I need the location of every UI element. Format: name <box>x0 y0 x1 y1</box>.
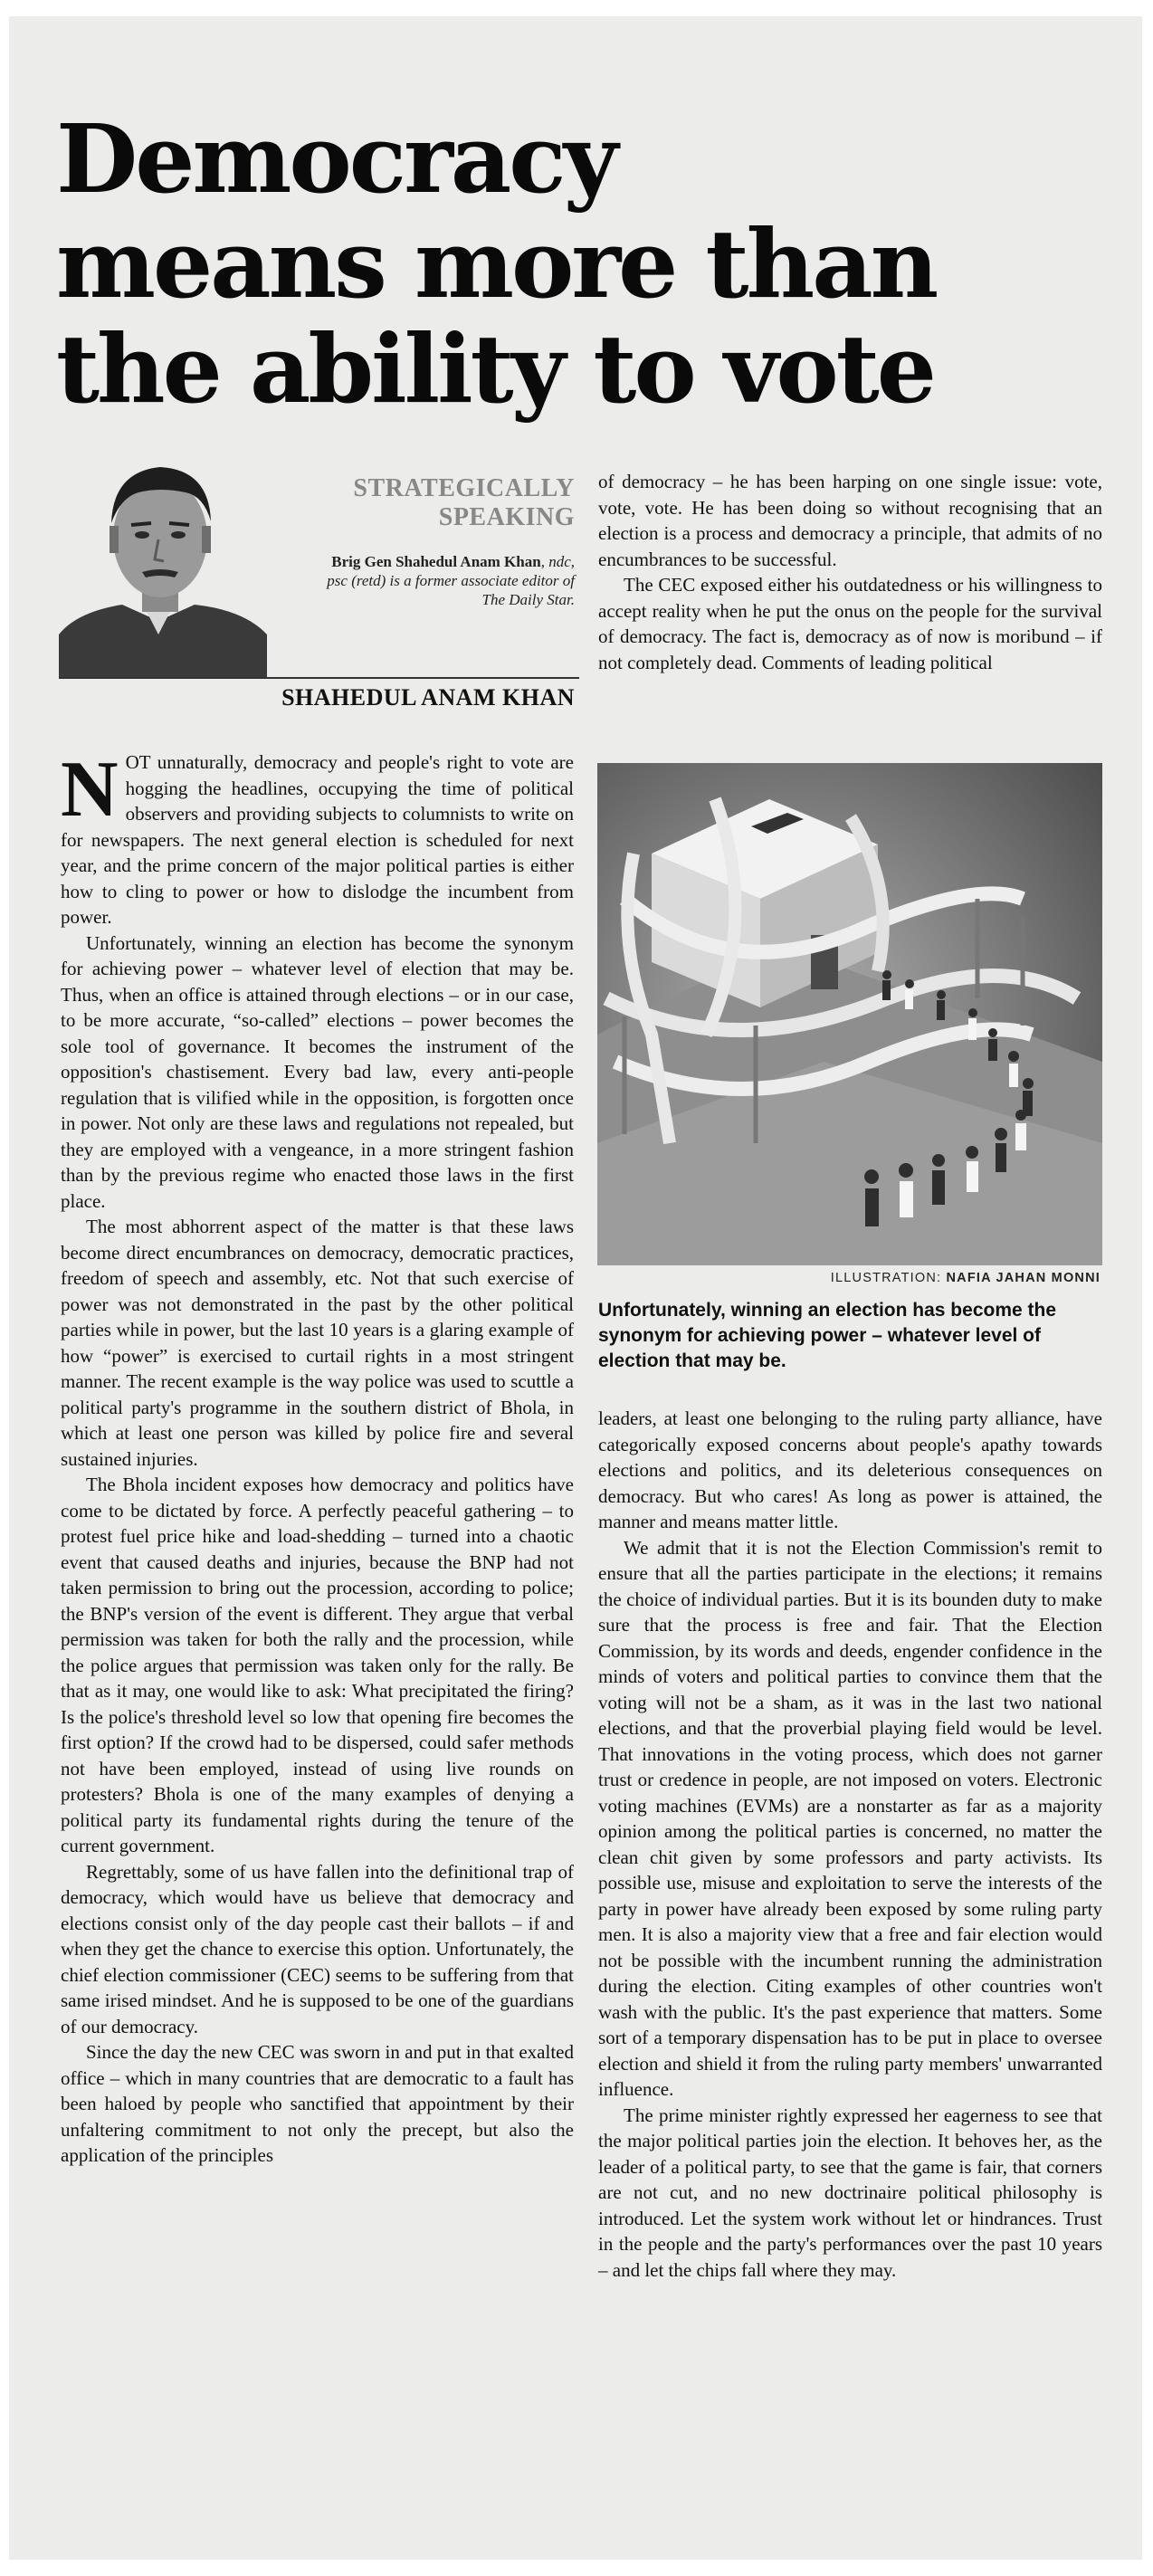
illustration-caption: Unfortunately, winning an election has become the synonym for achieving power – whatever level of election that may be. <box>598 1300 1057 1371</box>
paragraph-8: The CEC exposed either his outdatedness or his willingness to accept reality when he put the onus on the people for the survival of democracy. The fact is, democracy as of now is moribund – if not completely dead. Comments of leading political <box>598 574 1102 673</box>
credit-name: NAFIA JAHAN MONNI <box>946 1271 1101 1285</box>
article-column-left <box>61 746 574 2542</box>
paragraph-6: Since the day the new CEC was sworn in and put in that exalted office – which in many countries that are democratic to a fault has been haloed by people who sanctified that appointment by their unfaltering commitment to not only the precept, but also the application of the principles <box>61 2041 574 2166</box>
illustration-credit <box>597 1271 1101 1285</box>
author-bio-separator: , <box>540 553 549 570</box>
column-name <box>321 474 575 532</box>
paragraph-9: leaders, at least one belonging to the ruling party alliance, have categorically exposed concerns about people's apathy towards elections and politics, and its deleterious consequences on democracy. But who cares! As long as power is attained, the manner and means matter little. <box>598 1407 1102 1532</box>
drop-cap: N <box>61 746 119 834</box>
author-divider <box>59 677 579 679</box>
paragraph-10: We admit that it is not the Election Commission's remit to ensure that all the parties participate in the elections; it remains the choice of individual parties. But it is its bounden duty to make sure that the process is free and fair. That the Election Commission, by its words and deeds, engender confidence in the minds of voters and political parties to convince them that the voting will not be a sham, as it was in the last two national elections, and that the proverbial playing field would be level. That innovations in the voting process, which does not garner trust or credence in people, are not imposed on voters. Electronic voting machines (EVMs) are a nonstarter as far as a majority opinion among the political parties is concerned, no matter the clean chit given by some professors and party activists. Its possible use, misuse and exploitation to serve the interests of the party in power have already been exposed by some ruling party men. It is also a majority view that a free and fair election would not be possible with the incumbent running the administration during the election. Citing examples of other countries won't wash with the public. It's the past experience that matters. Some sort of a temporary dispensation has to be put in place to oversee election and shield it from the ruling party members' unwarranted influence. <box>598 1536 1102 2100</box>
newspaper-page <box>9 16 1142 2560</box>
column-name-line-1: STRATEGICALLY <box>353 474 575 502</box>
paragraph-2: Unfortunately, winning an election has become the synonym for achieving power – whatever level of election that may be. Thus, when an office is attained through elections – or in our case, to be more accurate, “so-called” elections – power becomes the sole tool of governance. It becomes the instrument of the opposition's chastisement. Every bad law, every anti-people regulation that is vilified while in the opposition, is forgotten once in power. Not only are these laws and regulations not repealed, but they are employed with a vengeance, in a more stringent fashion than by the previous regime who enacted those laws in the first place. <box>61 931 574 1212</box>
credit-label: ILLUSTRATION: <box>830 1271 947 1285</box>
author-block <box>59 440 575 730</box>
author-bio-name: Brig Gen Shahedul Anam Khan <box>331 553 541 570</box>
paragraph-11: The prime minister rightly expressed her eagerness to see that the major political parties join the election. It behoves her, as the leader of a political party, to see that the game is fair, that corners are not cut, and no new doctrinaire political philosophy is introduced. Let the system work without let or hindrances. Trust in the people and the party's performances over the past 10 years – and let the chips fall where they may. <box>598 2104 1102 2281</box>
paragraph-4: The Bhola incident exposes how democracy and politics have come to be dictated by force. A perfectly peaceful gathering – to protest fuel price hike and load-shedding – turned into a chaotic event that caused deaths and injuries, because the BNP had not taken permission to bring out the procession, according to police; the BNP's version of the event is different. They argue that verbal permission was taken for both the rally and the procession, while the police argues that permission was taken only for the rally. Be that as it may, one would like to ask: What precipitated the firing? Is the police's threshold level so low that opening fire becomes the first option? If the crowd had to be dispersed, could safer methods not have been employed, instead of using live rounds on protesters? Bhola is one of the many examples of denying a political party its fundamental rights during the tenure of the current government. <box>61 1474 574 1856</box>
paragraph-3: The most abhorrent aspect of the matter is that these laws become direct encumbrances on democracy, democratic practices, freedom of speech and assembly, etc. Not that such exercise of power was not demonstrated in the past by the other political parties while in power, but the last 10 years is a glaring example of how “power” is exercised to curtail rights in a most stringent manner. The recent example is the way police was used to scuttle a political party's programme in the southern district of Bhola, in which at least one person was killed by police fire and several sustained injuries. <box>61 1216 574 1470</box>
author-bio <box>312 552 575 609</box>
headline-line-1: Democracy <box>56 102 616 215</box>
column-name-line-2: SPEAKING <box>438 503 575 531</box>
article-column-right-bottom <box>598 1406 1102 2283</box>
byline: SHAHEDUL ANAM KHAN <box>281 684 575 711</box>
paragraph-1-text: OT unnaturally, democracy and people's right to vote are hogging the headlines, occupying the time of political observers and providing subjects to columnists to write on for newspapers. The next general election is scheduled for next year, and the prime concern of the major political parties is either how to cling to power or how to dislodge the incumbent from power. <box>61 751 574 928</box>
headline-line-2: means more than <box>56 207 937 320</box>
article-column-right-top <box>598 469 1102 675</box>
paragraph-1 <box>61 746 574 930</box>
headline <box>56 102 1115 425</box>
paragraph-7: of democracy – he has been harping on one single issue: vote, vote, vote. He has been doing so without recognising that an election is a process and democracy a principle, that admits of no encumbrances to be successful. <box>598 471 1102 570</box>
paragraph-5: Regrettably, some of us have fallen into the definitional trap of democracy, which would have us believe that democracy and elections consist only of the day people cast their ballots – if and when they get the chance to exercise this option. Unfortunately, the chief election commissioner (CEC) seems to be suffering from that same irised mindset. And he is supposed to be one of the guardians of our democracy. <box>61 1860 574 2037</box>
ballot-box-illustration <box>597 763 1102 1265</box>
author-bio-details: ndc, psc (retd) is a former associate editor of The Daily Star. <box>327 553 575 608</box>
headline-line-3: the ability to vote <box>56 312 934 425</box>
author-photo <box>59 440 267 677</box>
